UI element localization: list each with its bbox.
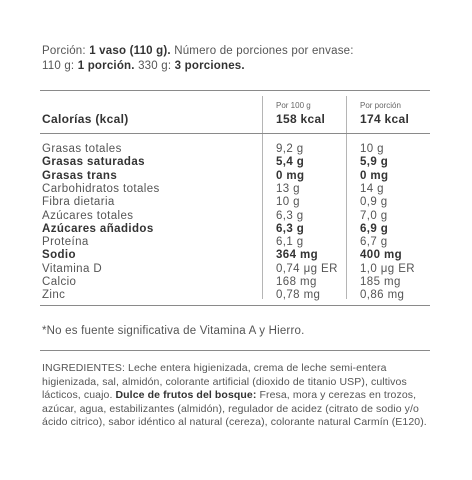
nutrient-row xyxy=(0,236,472,249)
nutrient-per-portion: 5,9 g xyxy=(360,156,389,169)
nutrient-name: Proteína xyxy=(42,236,89,249)
nutrient-row xyxy=(0,143,472,156)
nutrient-per-100g: 364 mg xyxy=(276,249,319,262)
nutrient-per-portion: 400 mg xyxy=(360,249,403,262)
servings-per-container-label: Número de porciones por envase: xyxy=(170,45,354,57)
ingredients-text-1: Leche entera higienizada, crema de leche semi-entera higienizada, sal, almidón, colorante artificial (dioxido de titanio USP), cultivos lácticos, cuajo. xyxy=(42,362,407,402)
nutrient-per-100g: 6,1 g xyxy=(276,236,304,249)
nutrient-name: Grasas trans xyxy=(42,169,118,182)
nutrient-row xyxy=(0,196,472,209)
nutrient-row xyxy=(0,249,472,262)
nutrient-row xyxy=(0,223,472,236)
nutrient-per-100g: 0,74 μg ER xyxy=(276,262,338,275)
nutrient-per-100g: 13 g xyxy=(276,182,300,195)
nutrient-name: Azúcares totales xyxy=(42,209,134,222)
nutrient-row xyxy=(0,156,472,169)
nutrient-per-portion: 14 g xyxy=(360,182,384,195)
nutrient-name: Fibra dietaria xyxy=(42,196,115,209)
nutrient-row xyxy=(0,276,472,289)
ingredients-text-2: Fresa, mora y cerezas en trozos, azúcar, agua, estabilizantes (almidón), regulador de acidez (citrato de sodio y/o ácido citrico), sabor idéntico al natural (cereza), colorante natural Carmín (E120). xyxy=(42,389,427,429)
nutrient-name: Azúcares añadidos xyxy=(42,222,154,235)
footnote: *No es fuente significativa de Vitamina A y Hierro. xyxy=(42,325,305,337)
ingredients-block xyxy=(42,362,434,430)
package-110g-label: 110 g: xyxy=(42,60,78,72)
nutrient-row xyxy=(0,183,472,196)
nutrient-row xyxy=(0,210,472,223)
ingredients-divider xyxy=(40,350,430,351)
package-330g-label: 330 g: xyxy=(134,60,175,72)
calories-per-100g: 158 kcal xyxy=(276,112,326,126)
nutrient-name: Calcio xyxy=(42,276,77,288)
table-top-divider xyxy=(40,90,430,91)
nutrient-name: Zinc xyxy=(42,289,66,302)
nutrient-name: Grasas totales xyxy=(42,143,122,155)
nutrient-per-100g: 6,3 g xyxy=(276,209,304,222)
nutrient-per-100g: 168 mg xyxy=(276,276,317,288)
nutrient-per-portion: 0,86 mg xyxy=(360,289,405,302)
ingredients-fruit-label: Dulce de frutos del bosque: xyxy=(115,389,257,402)
nutrient-per-portion: 185 mg xyxy=(360,276,401,288)
nutrient-per-100g: 5,4 g xyxy=(276,156,305,169)
nutrient-per-portion: 0,9 g xyxy=(360,196,388,209)
ingredients-label: INGREDIENTES: xyxy=(42,362,125,374)
nutrient-per-portion: 1,0 μg ER xyxy=(360,262,415,275)
nutrient-name: Grasas saturadas xyxy=(42,156,145,169)
calories-label: Calorías (kcal) xyxy=(42,112,129,126)
nutrient-row xyxy=(0,263,472,276)
table-bottom-divider xyxy=(40,305,430,306)
serving-info xyxy=(42,44,442,74)
package-330g-portions: 3 porciones. xyxy=(174,60,245,72)
nutrient-row xyxy=(0,170,472,183)
nutrient-name: Vitamina D xyxy=(42,262,103,275)
nutrient-per-100g: 0,78 mg xyxy=(276,289,321,302)
column-header-per-100g: Por 100 g xyxy=(276,101,311,110)
nutrient-per-100g: 9,2 g xyxy=(276,143,304,155)
nutrient-per-100g: 10 g xyxy=(276,196,300,209)
calories-per-portion: 174 kcal xyxy=(360,112,410,126)
nutrient-per-portion: 0 mg xyxy=(360,169,389,182)
nutrient-per-100g: 6,3 g xyxy=(276,222,305,235)
nutrient-per-portion: 6,7 g xyxy=(360,236,388,249)
nutrient-per-100g: 0 mg xyxy=(276,169,305,182)
column-header-per-portion: Por porción xyxy=(360,101,401,110)
calories-divider xyxy=(40,133,430,134)
nutrient-per-portion: 6,9 g xyxy=(360,222,389,235)
nutrient-name: Carbohidratos totales xyxy=(42,182,160,195)
nutrient-per-portion: 7,0 g xyxy=(360,209,388,222)
nutrient-name: Sodio xyxy=(42,249,76,262)
nutrient-row xyxy=(0,289,472,302)
serving-size: 1 vaso (110 g). xyxy=(89,45,171,57)
nutrient-per-portion: 10 g xyxy=(360,143,384,155)
serving-label: Porción: xyxy=(42,45,90,57)
package-110g-portions: 1 porción. xyxy=(77,60,135,72)
